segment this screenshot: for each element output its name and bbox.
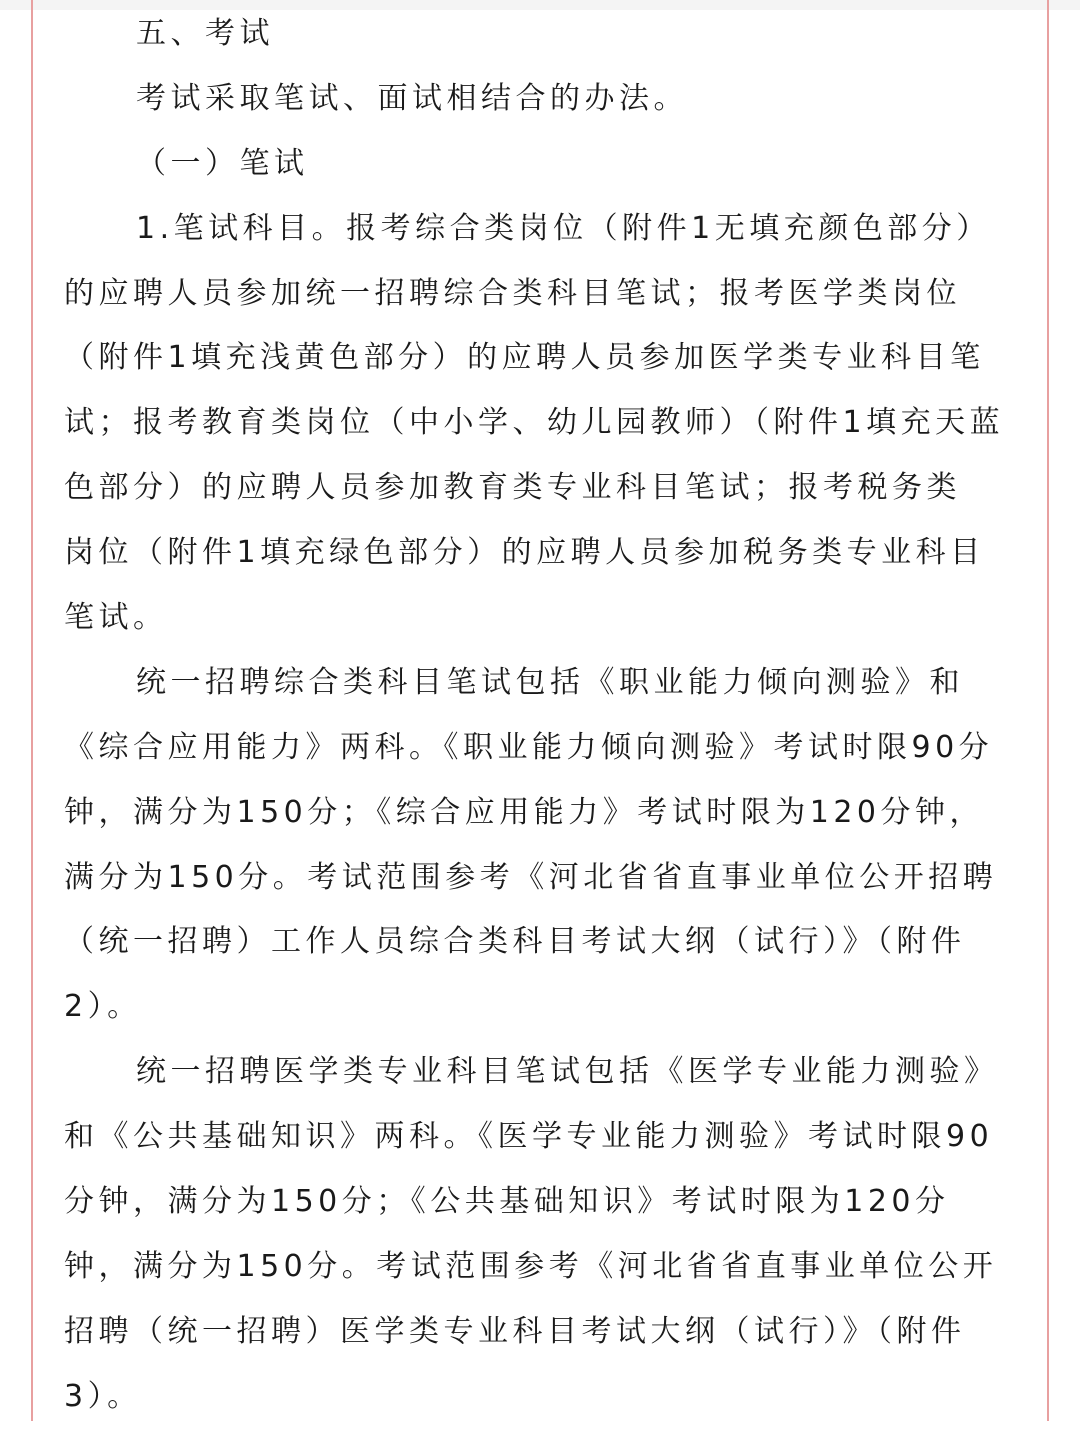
section-heading: 五、考试 xyxy=(136,16,274,51)
right-margin-rule xyxy=(1047,0,1049,1421)
subsection-heading: （一）笔试 xyxy=(136,145,309,181)
paragraph-line: 3）。 xyxy=(64,1378,142,1414)
paragraph-line: 考试采取笔试、面试相结合的办法。 xyxy=(136,80,688,116)
paragraph-line: 笔试。 xyxy=(64,600,168,636)
paragraph-line: 钟，满分为150分。考试范围参考《河北省省直事业单位公开 xyxy=(64,1248,998,1284)
paragraph-line: 招聘（统一招聘）医学类专业科目考试大纲（试行）》（附件 xyxy=(64,1313,966,1349)
paragraph-line: 分钟，满分为150分；《公共基础知识》考试时限为120分 xyxy=(64,1184,950,1220)
paragraph-line: （附件1填充浅黄色部分）的应聘人员参加医学类专业科目笔 xyxy=(64,340,985,376)
paragraph-line: 《综合应用能力》两科。《职业能力倾向测验》考试时限90分 xyxy=(64,729,994,765)
paragraph-line: 钟，满分为150分；《综合应用能力》考试时限为120分钟， xyxy=(64,794,985,830)
paragraph-line: 满分为150分。考试范围参考《河北省省直事业单位公开招聘 xyxy=(64,859,998,895)
paragraph-line: 统一招聘综合类科目笔试包括《职业能力倾向测验》和 xyxy=(136,664,964,700)
paragraph-line: 和《公共基础知识》两科。《医学专业能力测验》考试时限90 xyxy=(64,1119,994,1155)
left-margin-rule xyxy=(31,0,33,1421)
paragraph-line: 的应聘人员参加统一招聘综合类科目笔试；报考医学类岗位 xyxy=(64,275,961,311)
paragraph-line: 1.笔试科目。报考综合类岗位（附件1无填充颜色部分） xyxy=(136,210,991,246)
paragraph-line: 统一招聘医学类专业科目笔试包括《医学专业能力测验》 xyxy=(136,1054,999,1090)
paragraph-line: （统一招聘）工作人员综合类科目考试大纲（试行）》（附件 xyxy=(64,924,966,960)
paragraph-line: 岗位（附件1填充绿色部分）的应聘人员参加税务类专业科目 xyxy=(64,535,985,571)
paragraph-line: 2）。 xyxy=(64,989,142,1025)
paragraph-line: 试；报考教育类岗位（中小学、幼儿园教师）（附件1填充天蓝 xyxy=(64,405,1005,441)
document-body xyxy=(64,2,1014,1430)
paragraph-line: 色部分）的应聘人员参加教育类专业科目笔试；报考税务类 xyxy=(64,470,961,506)
